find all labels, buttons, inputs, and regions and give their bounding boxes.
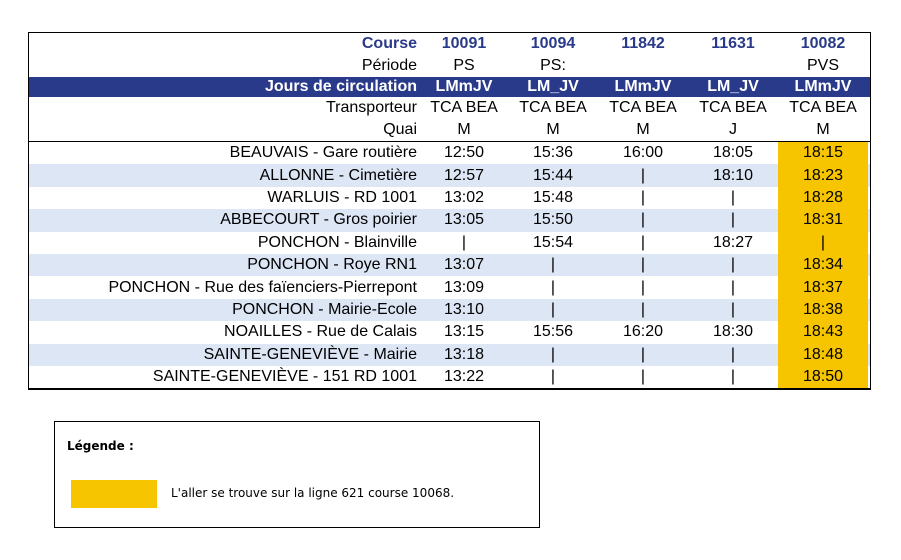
course-number: 11631 — [711, 35, 755, 52]
stop-time: | — [640, 211, 646, 229]
legend-box — [54, 421, 540, 528]
stop-time-highlighted: | — [778, 232, 868, 254]
stop-time: 18:10 — [712, 166, 754, 184]
stop-time: 15:54 — [532, 233, 574, 251]
stop-time: | — [640, 278, 646, 296]
quai-value: M — [816, 121, 830, 138]
jours-value: LM_JV — [527, 78, 579, 95]
transporteur-row — [29, 97, 870, 119]
transporteur-label: Transporteur — [326, 99, 417, 116]
stop-time: 18:27 — [712, 233, 754, 251]
stop-row — [29, 209, 870, 231]
stop-row — [29, 254, 870, 276]
course-number: 10091 — [441, 35, 487, 52]
legend-swatch — [71, 480, 157, 508]
stop-time: | — [550, 300, 556, 318]
transporteur-value: TCA BEA — [519, 99, 587, 116]
stop-time: | — [730, 368, 736, 386]
quai-row — [29, 119, 870, 142]
stop-time-highlighted: 18:37 — [778, 276, 868, 298]
stop-row — [29, 187, 870, 209]
stop-time: 13:10 — [443, 300, 485, 318]
stop-time-highlighted: 18:28 — [778, 187, 868, 209]
stop-name: PONCHON - Rue des faïenciers-Pierrepont — [108, 278, 417, 296]
stop-time: 13:15 — [443, 323, 485, 341]
quai-label: Quai — [383, 121, 417, 138]
course-number: 11842 — [621, 35, 665, 52]
stop-time: | — [550, 368, 556, 386]
transporteur-value: TCA BEA — [609, 99, 677, 116]
stop-row — [29, 276, 870, 298]
stop-time: | — [461, 233, 467, 251]
stop-time: 12:50 — [443, 144, 485, 162]
jours-value: LMmJV — [435, 78, 493, 95]
course-row — [29, 33, 870, 55]
stop-time: | — [640, 345, 646, 363]
stop-time: | — [640, 188, 646, 206]
stop-row — [29, 164, 870, 186]
jours-value: LM_JV — [707, 78, 759, 95]
quai-value: M — [636, 121, 650, 138]
course-number: 10082 — [800, 35, 846, 52]
periode-label: Période — [361, 57, 417, 74]
stop-time-highlighted: 18:31 — [778, 209, 868, 231]
stop-time: 18:05 — [712, 144, 754, 162]
stop-time: | — [640, 368, 646, 386]
stop-time: | — [640, 166, 646, 184]
stop-name: ABBECOURT - Gros poirier — [220, 211, 417, 229]
stop-row — [29, 344, 870, 366]
stop-time-highlighted: 18:38 — [778, 299, 868, 321]
stop-time: | — [640, 300, 646, 318]
stop-time-highlighted: 18:34 — [778, 254, 868, 276]
jours-label: Jours de circulation — [264, 78, 417, 95]
stop-time: 13:18 — [443, 345, 485, 363]
course-label: Course — [361, 35, 417, 52]
stop-time-highlighted: 18:43 — [778, 321, 868, 343]
course-number: 10094 — [530, 35, 576, 52]
stop-name: ALLONNE - Cimetière — [259, 166, 417, 184]
jours-row — [29, 77, 870, 97]
stop-name: PONCHON - Blainville — [257, 233, 417, 251]
stop-time-highlighted: 18:15 — [778, 142, 868, 164]
periode-value: PS — [453, 57, 475, 74]
stop-time: | — [730, 345, 736, 363]
legend-text: L'aller se trouve sur la ligne 621 course 10068. — [171, 486, 455, 500]
stop-time: 13:05 — [443, 211, 485, 229]
quai-value: M — [457, 121, 471, 138]
quai-value: J — [729, 121, 737, 138]
transporteur-value: TCA BEA — [699, 99, 767, 116]
stop-time: 15:56 — [532, 323, 574, 341]
stop-time: 15:36 — [532, 144, 574, 162]
stop-time: 16:00 — [622, 144, 664, 162]
stop-time: 12:57 — [443, 166, 485, 184]
stop-name: SAINTE-GENEVIÈVE - 151 RD 1001 — [152, 368, 417, 386]
quai-value: M — [546, 121, 560, 138]
stop-name: BEAUVAIS - Gare routière — [229, 144, 417, 162]
jours-value: LMmJV — [794, 78, 852, 95]
stop-time-highlighted: 18:48 — [778, 344, 868, 366]
legend-title: Légende : — [67, 439, 134, 453]
stop-time: 13:07 — [443, 256, 485, 274]
stop-time: 13:22 — [443, 368, 485, 386]
stop-time: | — [550, 345, 556, 363]
stop-time: | — [640, 233, 646, 251]
stop-name: SAINTE-GENEVIÈVE - Mairie — [203, 345, 417, 363]
stop-row — [29, 142, 870, 164]
stop-time: 13:02 — [443, 188, 485, 206]
stop-name: PONCHON - Roye RN1 — [247, 256, 417, 274]
periode-value: PS: — [540, 57, 566, 74]
stop-row — [29, 232, 870, 254]
stop-time-highlighted: 18:50 — [778, 366, 868, 388]
stop-time: 15:44 — [532, 166, 574, 184]
transporteur-value: TCA BEA — [430, 99, 498, 116]
stop-time: | — [730, 300, 736, 318]
periode-row — [29, 55, 870, 77]
stop-time: | — [550, 278, 556, 296]
stop-time: | — [640, 256, 646, 274]
jours-value: LMmJV — [614, 78, 672, 95]
stop-time: | — [550, 256, 556, 274]
stop-time: 18:30 — [712, 323, 754, 341]
stop-time: 15:50 — [532, 211, 574, 229]
stop-row — [29, 321, 870, 343]
stop-time: | — [730, 188, 736, 206]
stop-row — [29, 366, 870, 388]
transporteur-value: TCA BEA — [789, 99, 857, 116]
stop-row — [29, 299, 870, 321]
stop-time-highlighted: 18:23 — [778, 164, 868, 186]
periode-value: PVS — [806, 57, 839, 74]
timetable — [28, 32, 871, 390]
stop-name: NOAILLES - Rue de Calais — [224, 323, 417, 341]
stop-time: 13:09 — [443, 278, 485, 296]
stop-time: 16:20 — [622, 323, 664, 341]
stop-time: | — [730, 256, 736, 274]
stop-time: | — [730, 211, 736, 229]
stop-name: PONCHON - Mairie-Ecole — [232, 300, 417, 318]
stop-time: 15:48 — [532, 188, 574, 206]
stop-name: WARLUIS - RD 1001 — [267, 188, 417, 206]
stop-time: | — [730, 278, 736, 296]
